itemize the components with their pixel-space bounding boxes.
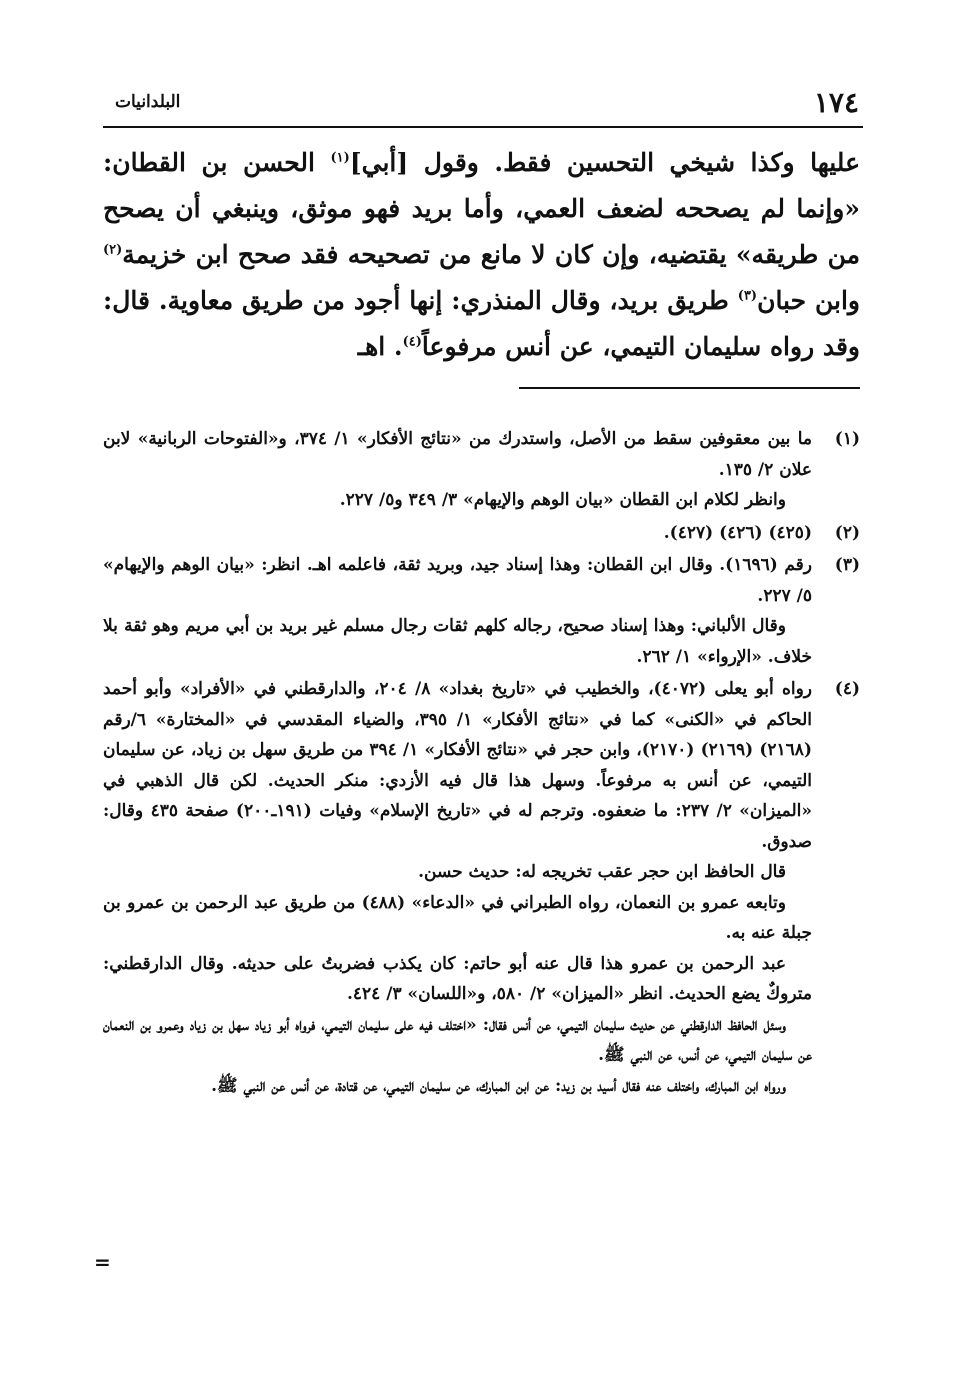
footnote-ref: (٤): [402, 334, 422, 350]
footnote-number: (٣): [834, 555, 860, 575]
footnote-number: (٤): [834, 679, 860, 699]
text-run: . اهـ: [357, 332, 403, 361]
footnote-line: رواه أبو يعلى (٤٠٧٢)، والخطيب في «تاريخ بغداد» ٨/ ٢٠٤، والدارقطني في «الأفراد» وأبو أحمد الحاكم في «الكنى» كما في «نتائج الأفكار» ١/ ٣٩٥، والضياء المقدسي في «المختارة» ٦/رقم (٢١٦٨) (٢١٦٩) (٢١٧٠)، وابن حجر في «نتائج الأفكار» ١/ ٣٩٤ من طريق سهل بن زياد، عن سليمان التيمي، عن أنس به مرفوعاً. وسهل هذا قال فيه الأزدي: منكر الحديث. لكن قال الذهبي في «الميزان» ٢/ ٢٣٧: ما ضعفوه. وترجم له في «تاريخ الإسلام» وفيات (١٩١ـ٢٠٠) صفحة ٤٣٥ وقال: صدوق.: [103, 679, 812, 852]
footnote-ref: (٢): [103, 242, 123, 258]
page-header: [103, 86, 863, 128]
footnote-number: (١): [834, 429, 860, 449]
footnote-ref: (٣): [737, 288, 758, 304]
footnote-line: قال الحافظ ابن حجر عقب تخريجه له: حديث حسن.: [418, 862, 786, 882]
text-run: عليها وكذا شيخي التحسين فقط. وقول [أبي]: [349, 148, 860, 177]
running-title: البلدانيات: [115, 92, 181, 112]
footnote-4: [103, 674, 860, 1101]
footnote-1: [103, 424, 860, 516]
footnote-line: وانظر لكلام ابن القطان «بيان الوهم والإيهام» ٣/ ٣٤٩ و٥/ ٢٢٧.: [339, 490, 786, 510]
text-run: الحسن بن القطان: «وإنما لم يصححه لضعف العمي، وأما بريد فهو موثق، وينبغي أن يصحح من طريقه» يقتضيه، وإن كان لا مانع من تصحيحه فقد صحح ابن خزيمة: [103, 148, 860, 269]
footnote-2: [103, 518, 860, 549]
footnote-line: وسئل الحافظ الدارقطني عن حديث سليمان التيمي، عن أنس فقال: «اختلف فيه على سليمان التيمي، فرواه أبو زياد سهل بن زياد وعمرو بن النعمان عن سليمان التيمي، عن أنس، عن النبي ﷺ.: [103, 1014, 812, 1065]
footnote-number: (٢): [834, 522, 860, 543]
footnote-separator: [519, 387, 860, 389]
main-text: [103, 140, 860, 370]
footnote-line: (٤٢٥) (٤٢٦) (٤٢٧).: [663, 522, 812, 543]
footnote-line: وتابعه عمرو بن النعمان، رواه الطبراني في «الدعاء» (٤٨٨) من طريق عبد الرحمن بن عمرو بن جبلة عنه به.: [103, 892, 812, 943]
continuation-mark: =: [94, 1250, 111, 1274]
footnote-line: ورواه ابن المبارك، واختلف عنه فقال أسيد بن زيد: عن ابن المبارك، عن سليمان التيمي، عن قتادة، عن أنس عن النبي ﷺ.: [211, 1075, 786, 1096]
text-run: وابن حبان: [757, 286, 861, 315]
page-number: ١٧٤: [813, 86, 859, 119]
footnote-line: رقم (١٦٩٦). وقال ابن القطان: وهذا إسناد جيد، وبريد ثقة، فاعلمه اهـ. انظر: «بيان الوهم والإيهام» ٥/ ٢٢٧.: [103, 555, 812, 606]
footnote-3: [103, 550, 860, 672]
footnote-line: وقال الألباني: وهذا إسناد صحيح، رجاله كلهم ثقات رجال مسلم غير بريد بن أبي مريم وهو ثقة بلا خلاف. «الإرواء» ١/ ٢٦٢.: [103, 616, 812, 667]
footnote-line: ما بين معقوفين سقط من الأصل، واستدرك من «نتائج الأفكار» ١/ ٣٧٤، و«الفتوحات الربانية» لابن علان ٢/ ١٣٥.: [103, 429, 812, 480]
main-paragraph: [103, 140, 860, 370]
footnote-ref: (١): [330, 150, 350, 166]
footnote-line: عبد الرحمن بن عمرو هذا قال عنه أبو حاتم: كان يكذب فضربتُ على حديثه. وقال الدارقطني: متروكٌ يضع الحديث. انظر «الميزان» ٢/ ٥٨٠، و«اللسان» ٣/ ٤٢٤.: [103, 953, 812, 1004]
text-run: طريق بريد، وقال المنذري: إنها أجود من طريق معاوية. قال: وقد رواه سليمان التيمي، عن أنس مرفوعاً: [103, 286, 860, 361]
footnotes: [103, 424, 860, 1103]
